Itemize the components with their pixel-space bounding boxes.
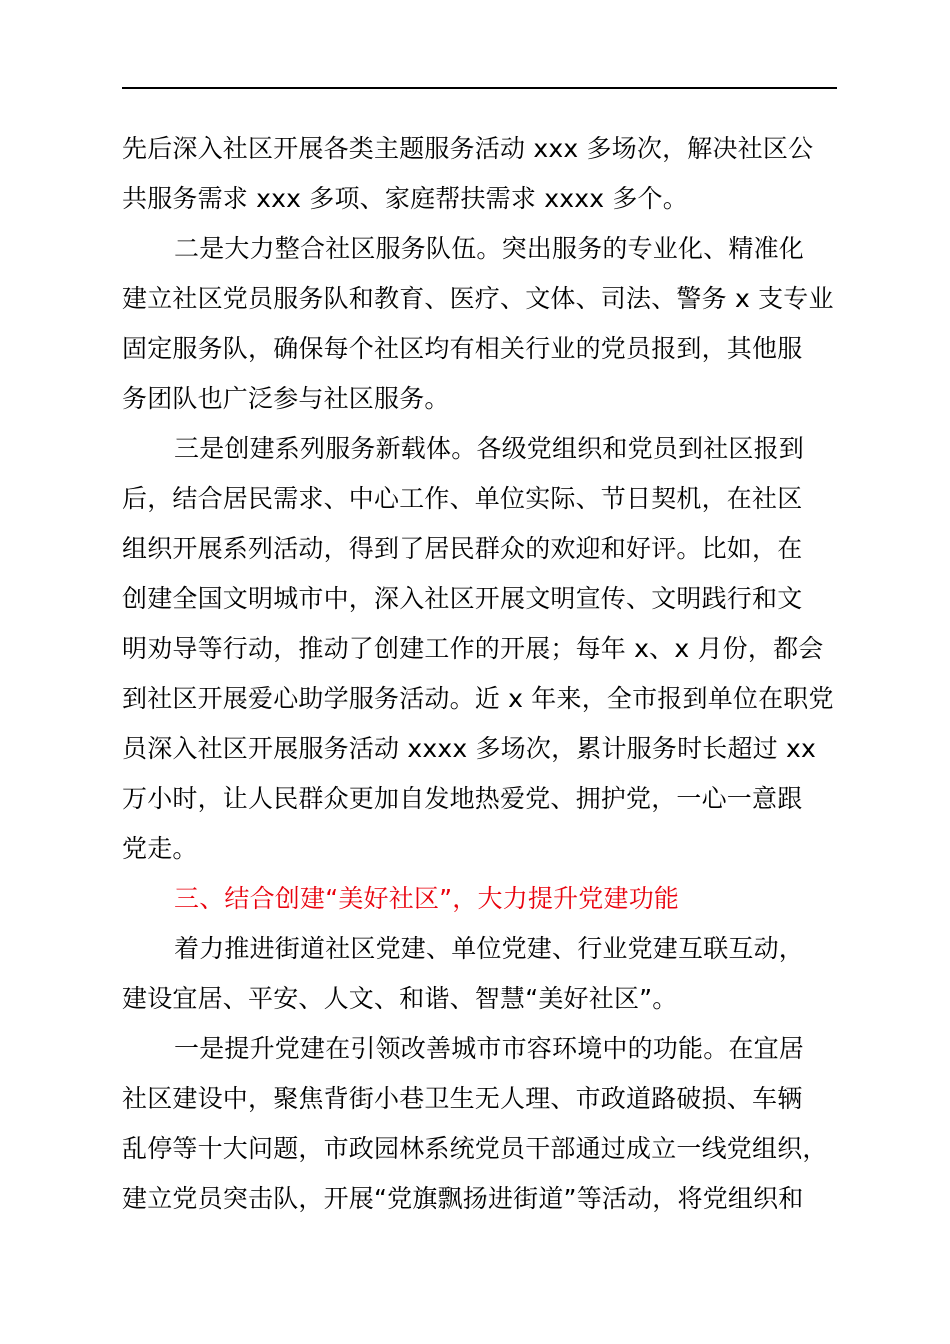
text-line: 乱停等十大问题，市政园林系统党员干部通过成立一线党组织， [122, 1134, 828, 1163]
text-line: 建立社区党员服务队和教育、医疗、文体、司法、警务 x 支专业 [122, 284, 834, 313]
text-line: 建立党员突击队，开展“党旗飘扬进街道”等活动，将党组织和 [122, 1184, 804, 1213]
text-line: 员深入社区开展服务活动 xxxx 多场次，累计服务时长超过 xx [122, 734, 817, 763]
text-line: 一是提升党建在引领改善城市市容环境中的功能。在宜居 [174, 1034, 805, 1063]
text-line: 固定服务队，确保每个社区均有相关行业的党员报到，其他服 [122, 334, 803, 363]
text-line: 二是大力整合社区服务队伍。突出服务的专业化、精准化 [174, 234, 805, 263]
section-heading: 三、结合创建“美好社区”，大力提升党建功能 [174, 884, 680, 913]
text-line: 明劝导等行动，推动了创建工作的开展；每年 x、x 月份，都会 [122, 634, 824, 663]
text-line: 建设宜居、平安、人文、和谐、智慧“美好社区”。 [122, 984, 678, 1013]
text-line: 共服务需求 xxx 多项、家庭帮扶需求 xxxx 多个。 [122, 184, 688, 213]
text-line: 到社区开展爱心助学服务活动。近 x 年来，全市报到单位在职党 [122, 684, 834, 713]
text-line: 先后深入社区开展各类主题服务活动 xxx 多场次，解决社区公 [122, 134, 814, 163]
header-rule [122, 87, 837, 89]
text-line: 务团队也广泛参与社区服务。 [122, 384, 450, 413]
document-body [122, 124, 842, 1224]
text-line: 组织开展系列活动，得到了居民群众的欢迎和好评。比如，在 [122, 534, 803, 563]
text-line: 后，结合居民需求、中心工作、单位实际、节日契机，在社区 [122, 484, 803, 513]
text-line: 着力推进街道社区党建、单位党建、行业党建互联互动， [174, 934, 805, 963]
text-line: 社区建设中，聚焦背街小巷卫生无人理、市政道路破损、车辆 [122, 1084, 803, 1113]
text-line: 创建全国文明城市中，深入社区开展文明宣传、文明践行和文 [122, 584, 803, 613]
text-line: 万小时，让人民群众更加自发地热爱党、拥护党，一心一意跟 [122, 784, 803, 813]
text-line: 党走。 [122, 834, 198, 863]
text-line: 三是创建系列服务新载体。各级党组织和党员到社区报到 [174, 434, 805, 463]
